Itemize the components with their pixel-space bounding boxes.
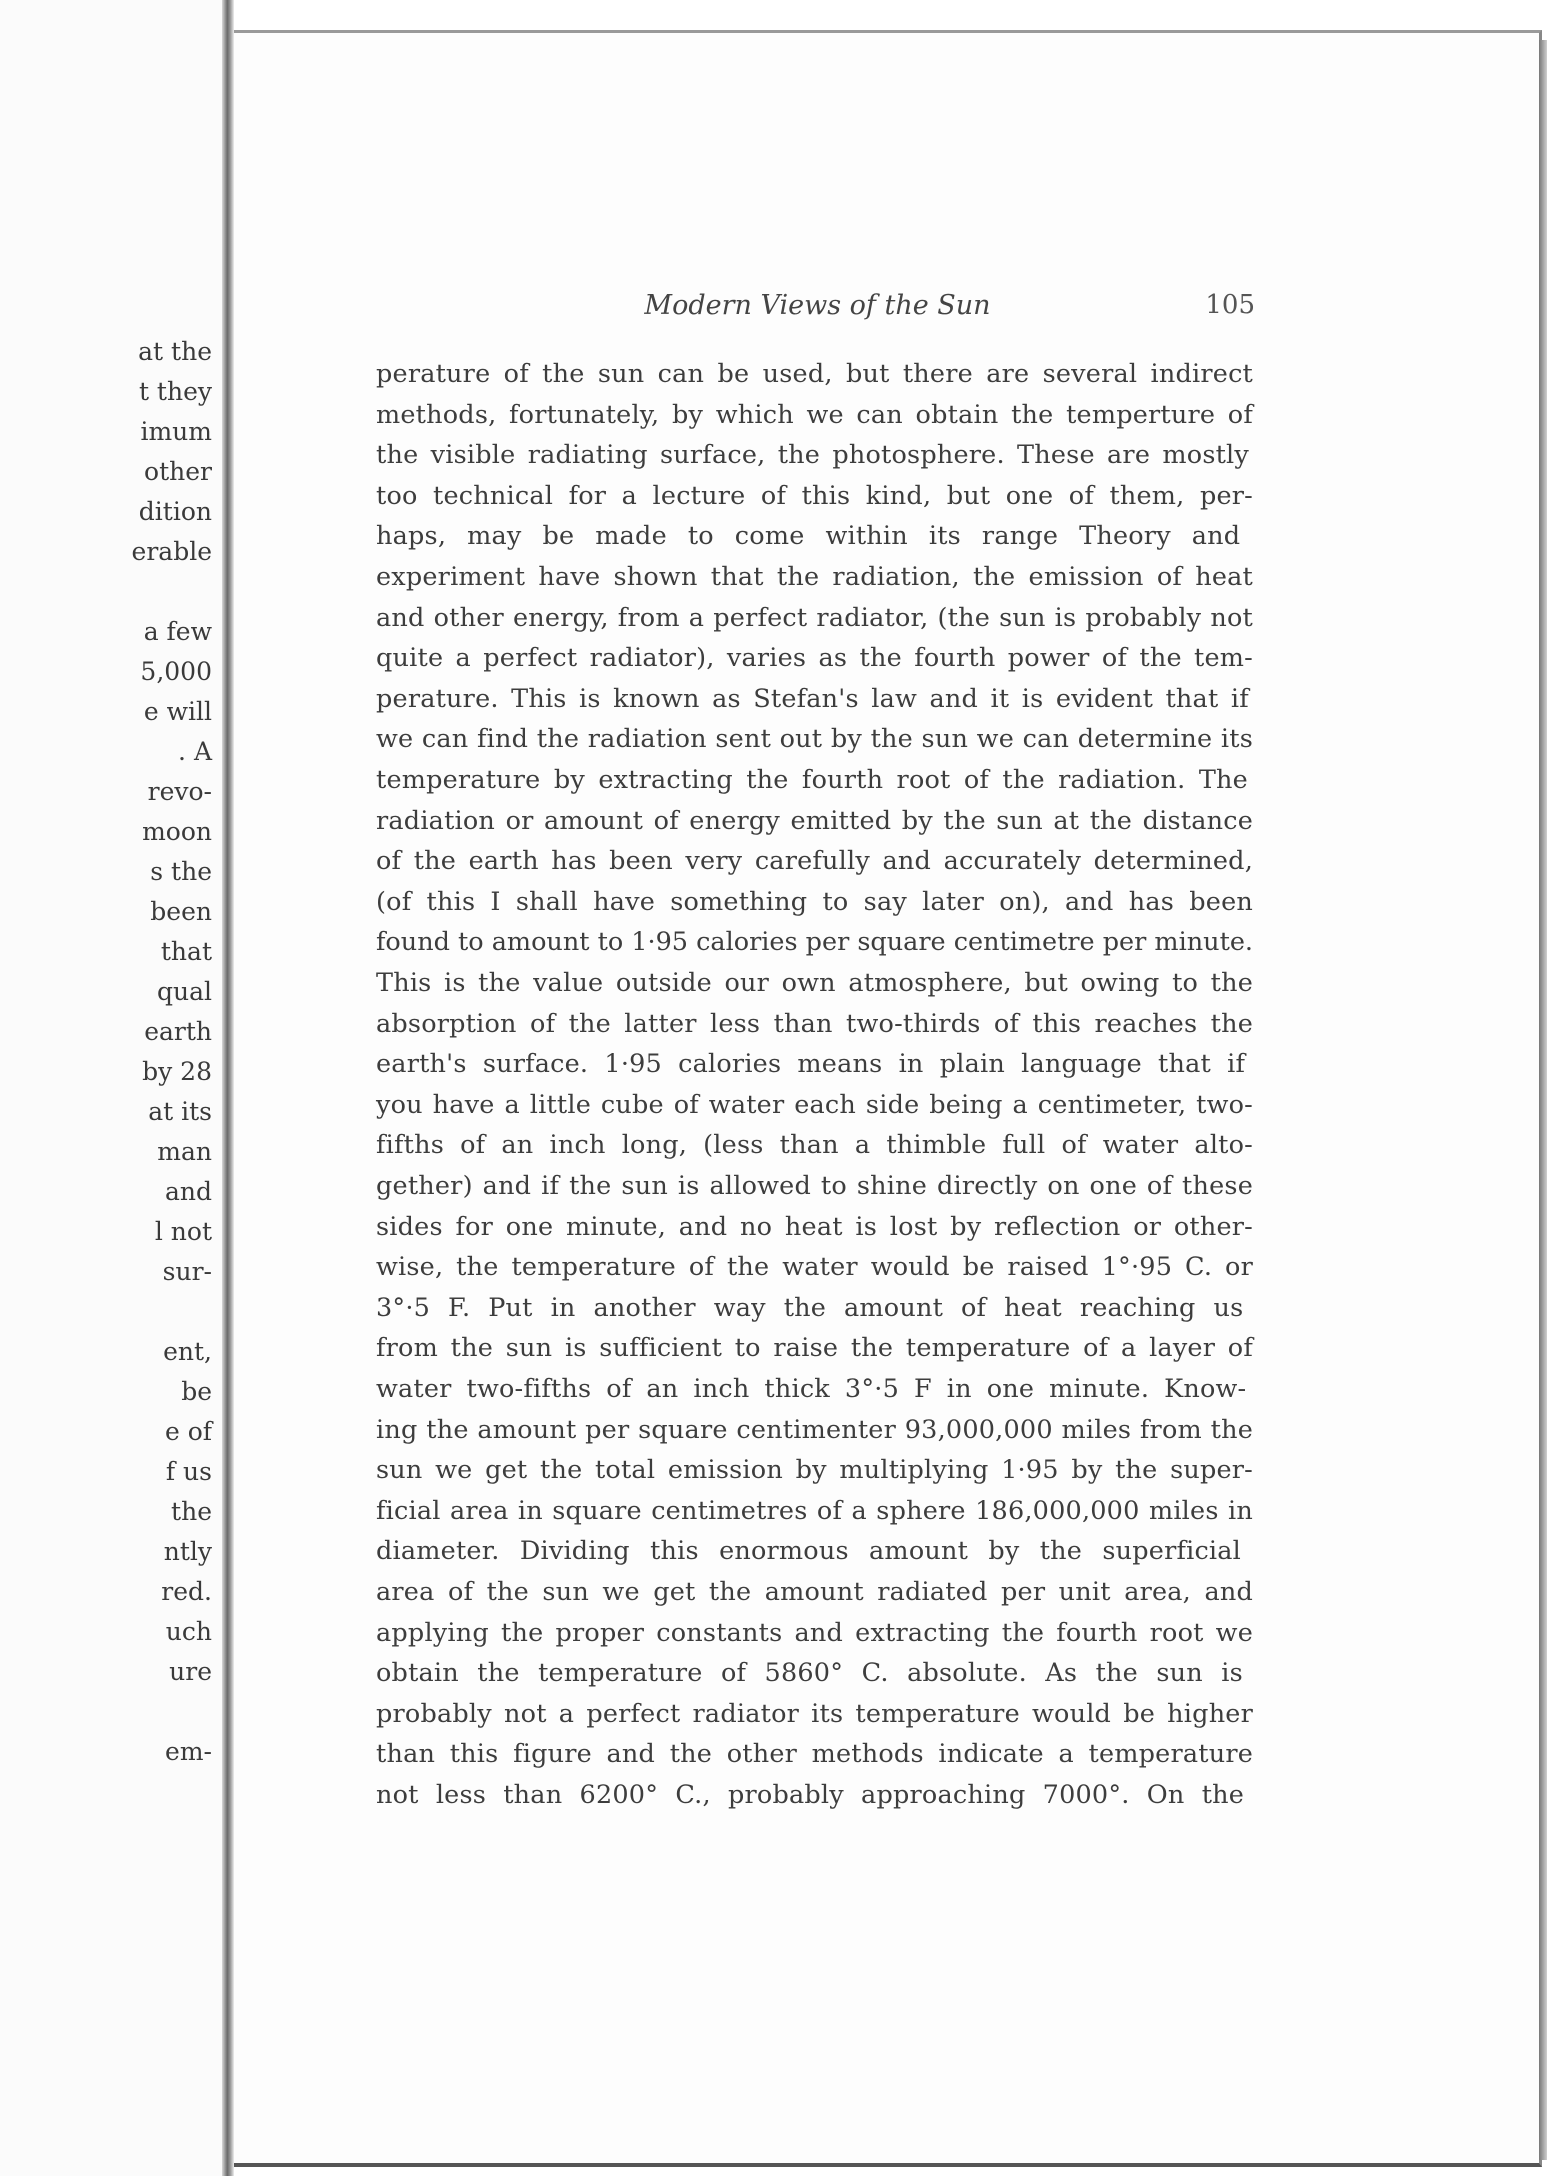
left-page-line: imum: [140, 417, 212, 446]
left-page-line: and: [164, 1177, 212, 1206]
text-line: gether) and if the sun is allowed to shine directly on one of these: [376, 1171, 1253, 1201]
left-page: [0, 0, 222, 2176]
left-page-line: by 28: [142, 1057, 212, 1086]
text-line: 3°·5 F. Put in another way the amount of heat reaching us: [376, 1292, 1244, 1323]
page-edge: [1539, 40, 1547, 2160]
text-line: not less than 6200° C., probably approaching 7000°. On the: [376, 1780, 1245, 1810]
left-page-line: moon: [142, 817, 212, 846]
text-line: than this figure and the other methods indicate a temperature: [376, 1739, 1253, 1770]
text-line: sun we get the total emission by multiplying 1·95 by the super-: [376, 1455, 1253, 1486]
text-line: obtain the temperature of 5860° C. absolute. As the sun is: [376, 1658, 1243, 1689]
left-page-line: uch: [165, 1617, 212, 1646]
left-page-line: earth: [144, 1017, 212, 1046]
left-page-line: sur-: [162, 1257, 212, 1286]
left-page-line: erable: [131, 537, 212, 566]
text-line: ficial area in square centimetres of a sphere 186,000,000 miles in: [376, 1495, 1253, 1526]
text-line: fifths of an inch long, (less than a thimble full of water alto-: [376, 1130, 1253, 1161]
left-page-line: . A: [178, 737, 212, 766]
book-gutter: [222, 0, 234, 2176]
left-page-line: qual: [156, 977, 212, 1006]
left-page-line: e of: [164, 1417, 212, 1446]
left-page-line: ent,: [163, 1337, 212, 1366]
left-page-line: man: [157, 1137, 212, 1166]
left-page-line: dition: [138, 497, 212, 526]
left-page-line: t they: [138, 377, 212, 406]
left-page-line: revo-: [147, 777, 212, 806]
left-page-line: been: [150, 897, 212, 926]
left-page-line: at its: [148, 1097, 212, 1126]
text-line: absorption of the latter less than two-thirds of this reaches the: [376, 1008, 1253, 1039]
text-line: of the earth has been very carefully and accurately determined,: [376, 846, 1253, 877]
text-line: quite a perfect radiator), varies as the fourth power of the tem-: [376, 643, 1253, 674]
text-line: sides for one minute, and no heat is lost by reflection or other-: [376, 1211, 1253, 1242]
left-page-line: at the: [138, 337, 212, 366]
text-line: the visible radiating surface, the photosphere. These are mostly: [376, 440, 1250, 471]
text-line: found to amount to 1·95 calories per square centimetre per minute.: [376, 927, 1253, 958]
text-line: experiment have shown that the radiation, the emission of heat: [376, 562, 1253, 592]
text-line: too technical for a lecture of this kind, but one of them, per-: [376, 480, 1253, 511]
page-number: 105: [1205, 290, 1255, 320]
text-line: diameter. Dividing this enormous amount by the superficial: [376, 1536, 1242, 1567]
text-line: (of this I shall have something to say later on), and has been: [376, 886, 1253, 917]
text-line: perature. This is known as Stefan's law and it is evident that if: [376, 683, 1249, 714]
text-line: applying the proper constants and extracting the fourth root we: [376, 1617, 1253, 1648]
left-page-line: be: [181, 1377, 212, 1406]
text-line: area of the sun we get the amount radiated per unit area, and: [376, 1577, 1253, 1607]
left-page-line: e will: [143, 697, 212, 726]
left-page-line: that: [160, 937, 212, 966]
left-page-line: l not: [154, 1217, 212, 1246]
left-page-line: ntly: [163, 1537, 212, 1566]
running-head: [380, 290, 1255, 330]
text-line: we can find the radiation sent out by the sun we can determine its: [376, 724, 1253, 755]
left-page-line: other: [144, 457, 212, 486]
text-line: haps, may be made to come within its range Theory and: [376, 521, 1241, 552]
left-page-line: 5,000: [140, 657, 212, 686]
text-line: earth's surface. 1·95 calories means in plain language that if: [376, 1049, 1246, 1080]
left-page-line: f us: [165, 1457, 212, 1486]
running-head-title: Modern Views of the Sun: [644, 290, 991, 321]
text-line: and other energy, from a perfect radiator, (the sun is probably not: [376, 602, 1253, 633]
text-line: you have a little cube of water each side being a centimeter, two-: [376, 1089, 1253, 1120]
text-line: wise, the temperature of the water would be raised 1°·95 C. or: [376, 1252, 1253, 1283]
text-line: methods, fortunately, by which we can obtain the temperture of: [376, 399, 1253, 430]
left-page-line: em-: [165, 1737, 212, 1766]
left-page-line: the: [171, 1497, 212, 1526]
text-line: water two-fifths of an inch thick 3°·5 F in one minute. Know-: [376, 1374, 1247, 1404]
left-page-line: red.: [161, 1577, 212, 1606]
left-page-line: ure: [169, 1657, 212, 1686]
text-line: perature of the sun can be used, but there are several indirect: [376, 359, 1253, 389]
left-page-line: a few: [143, 617, 212, 646]
text-line: This is the value outside our own atmosphere, but owing to the: [376, 968, 1253, 998]
text-line: radiation or amount of energy emitted by the sun at the distance: [376, 805, 1253, 836]
text-line: temperature by extracting the fourth root of the radiation. The: [376, 765, 1248, 795]
text-line: from the sun is sufficient to raise the temperature of a layer of: [376, 1333, 1253, 1364]
text-line: probably not a perfect radiator its temperature would be higher: [376, 1698, 1253, 1729]
text-line: ing the amount per square centimenter 93,000,000 miles from the: [376, 1414, 1253, 1445]
left-page-line: s the: [150, 857, 212, 886]
